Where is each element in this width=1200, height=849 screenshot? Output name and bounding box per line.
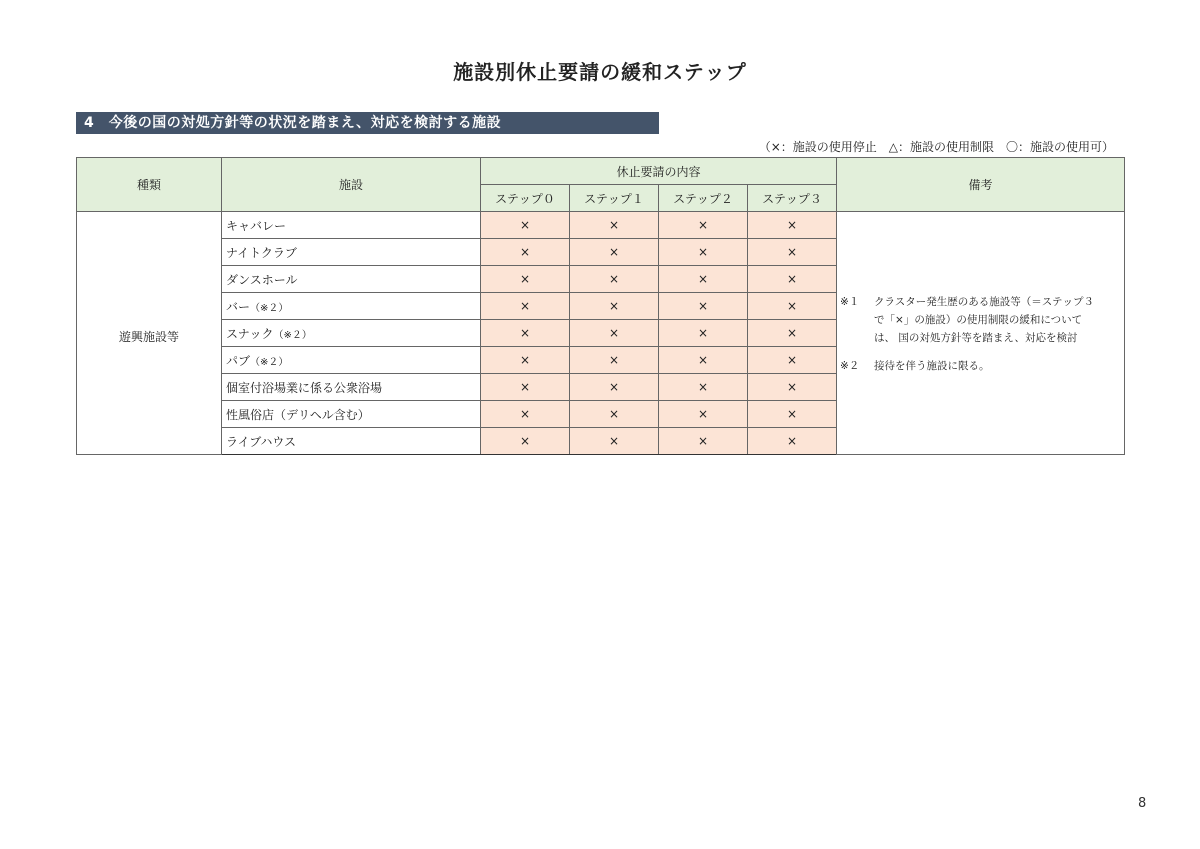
step-0-status: ×: [481, 266, 570, 293]
remark-key: ※１: [840, 296, 860, 308]
step-3-status: ×: [748, 293, 837, 320]
step-1-status: ×: [570, 320, 659, 347]
step-3-status: ×: [748, 266, 837, 293]
page-number: 8: [1138, 796, 1147, 811]
facility-name: ダンスホール: [226, 272, 298, 287]
facility-name: キャバレー: [226, 218, 287, 233]
remark-line: で「×」の施設）の使用制限の緩和について: [874, 314, 1083, 326]
step-2-status: ×: [659, 239, 748, 266]
facility-name: 個室付浴場業に係る公衆浴場: [226, 380, 383, 395]
facility-name: パブ: [226, 353, 251, 368]
header-request-group: 休止要請の内容: [481, 158, 837, 185]
facility-name: 性風俗店（デリヘル含む）: [226, 407, 370, 422]
facility-note: （※２）: [250, 356, 289, 368]
facility-name: ライブハウス: [226, 434, 296, 449]
step-3-status: ×: [748, 320, 837, 347]
remark-line: クラスター発生歴のある施設等（＝ステップ３: [874, 296, 1094, 308]
header-type: 種類: [77, 158, 222, 212]
step-1-status: ×: [570, 428, 659, 455]
category-cell: 遊興施設等: [77, 212, 222, 455]
step-0-status: ×: [481, 428, 570, 455]
step-2-status: ×: [659, 428, 748, 455]
step-1-status: ×: [570, 401, 659, 428]
remark-note: [840, 293, 1120, 347]
remarks-cell: [837, 212, 1125, 455]
facility-name: バー: [226, 299, 251, 314]
step-1-status: ×: [570, 347, 659, 374]
step-0-status: ×: [481, 401, 570, 428]
step-2-status: ×: [659, 401, 748, 428]
step-1-status: ×: [570, 239, 659, 266]
remark-text: [874, 293, 1120, 347]
step-0-status: ×: [481, 239, 570, 266]
step-0-status: ×: [481, 212, 570, 239]
step-3-status: ×: [748, 239, 837, 266]
step-3-status: ×: [748, 347, 837, 374]
step-2-status: ×: [659, 320, 748, 347]
remark-line: 接待を伴う施設に限る。: [874, 360, 990, 372]
step-1-status: ×: [570, 212, 659, 239]
section-header: 4 今後の国の対処方針等の状況を踏まえ、対応を検討する施設: [76, 112, 659, 134]
remark-key: ※２: [840, 360, 860, 372]
step-0-status: ×: [481, 293, 570, 320]
facility-cell: [222, 428, 481, 455]
facility-cell: [222, 401, 481, 428]
remark-line: は、 国の対処方針等を踏まえ、対応を検討: [874, 332, 1078, 344]
step-3-status: ×: [748, 374, 837, 401]
remark-note: [840, 357, 1120, 375]
step-2-status: ×: [659, 266, 748, 293]
step-0-status: ×: [481, 374, 570, 401]
step-2-status: ×: [659, 212, 748, 239]
step-2-status: ×: [659, 293, 748, 320]
header-facility: 施設: [222, 158, 481, 212]
header-step-3: ステップ３: [748, 185, 837, 212]
remark-text: [874, 357, 1120, 375]
facility-cell: [222, 266, 481, 293]
facility-cell: [222, 374, 481, 401]
step-0-status: ×: [481, 347, 570, 374]
step-1-status: ×: [570, 293, 659, 320]
step-3-status: ×: [748, 401, 837, 428]
step-1-status: ×: [570, 266, 659, 293]
facility-name: ナイトクラブ: [226, 245, 297, 260]
step-3-status: ×: [748, 428, 837, 455]
header-step-0: ステップ０: [481, 185, 570, 212]
header-step-2: ステップ２: [659, 185, 748, 212]
step-3-status: ×: [748, 212, 837, 239]
facility-cell: [222, 293, 481, 320]
table-body: [77, 212, 1125, 455]
step-0-status: ×: [481, 320, 570, 347]
facility-cell: [222, 320, 481, 347]
facility-cell: [222, 239, 481, 266]
legend-note: （×：施設の使用停止 △：施設の使用制限 〇：施設の使用可）: [758, 140, 1114, 154]
facility-cell: [222, 212, 481, 239]
facility-note: （※２）: [273, 329, 312, 341]
facility-cell: [222, 347, 481, 374]
facility-name: スナック: [226, 326, 274, 341]
header-remarks: 備考: [837, 158, 1125, 212]
step-2-status: ×: [659, 374, 748, 401]
page-title: 施設別休止要請の緩和ステップ: [453, 60, 747, 84]
facility-note: （※２）: [250, 302, 289, 314]
header-step-1: ステップ１: [570, 185, 659, 212]
table-row: [77, 212, 1125, 239]
step-2-status: ×: [659, 347, 748, 374]
facility-table: [76, 157, 1125, 455]
step-1-status: ×: [570, 374, 659, 401]
